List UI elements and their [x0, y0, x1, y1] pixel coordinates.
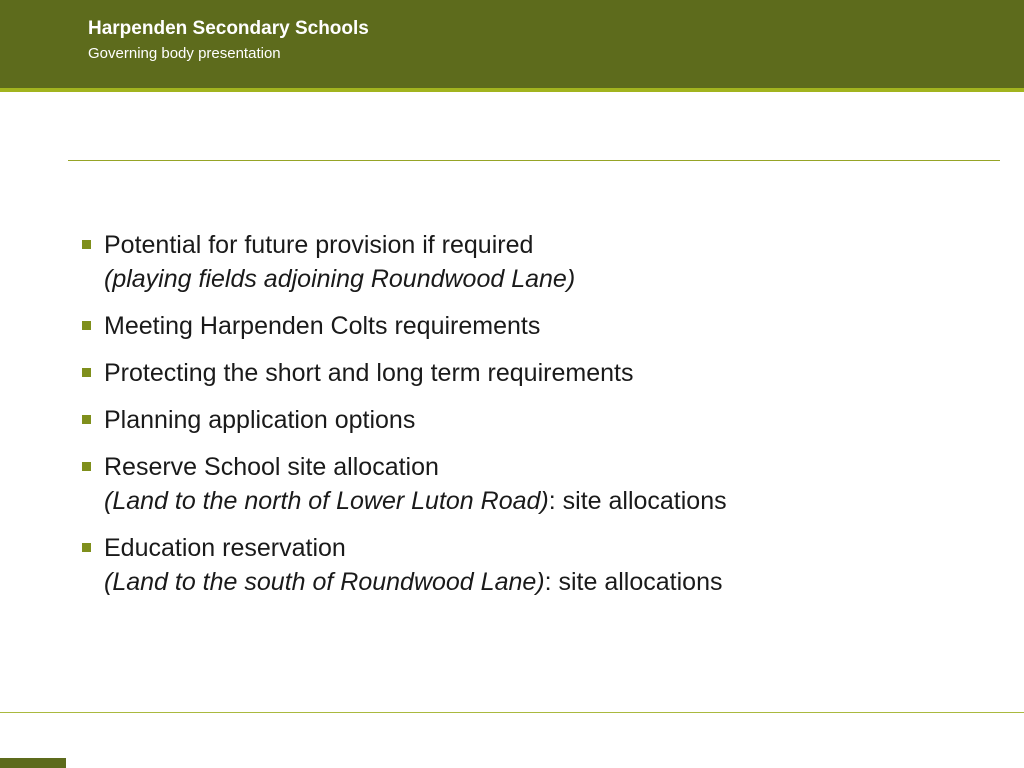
header-bar: [0, 0, 1024, 88]
presentation-title: Harpenden Secondary Schools: [88, 18, 369, 39]
bullet-suffix-text: : site allocations: [544, 568, 723, 596]
bullet-italic-text: (Land to the north of Lower Luton Road): [104, 487, 549, 515]
bullet-secondary-text: [104, 262, 575, 296]
bullet-text: [104, 403, 415, 437]
footer-accent-block: [0, 758, 66, 768]
bullet-main-text: Protecting the short and long term requirements: [104, 359, 634, 387]
bullet-main-text: Reserve School site allocation: [104, 453, 439, 481]
bullet-item: [82, 403, 984, 437]
bullet-text: [104, 356, 633, 390]
bullet-text: [104, 228, 575, 296]
bullet-square-icon: [82, 368, 91, 377]
bullet-square-icon: [82, 321, 91, 330]
bullet-text: [104, 531, 722, 599]
bullet-secondary-text: [104, 484, 727, 518]
presentation-subtitle: Governing body presentation: [88, 45, 281, 62]
bullet-main-text: Potential for future provision if required: [104, 231, 534, 259]
bullet-square-icon: [82, 543, 91, 552]
content-divider-line: [68, 160, 1000, 161]
bullet-item: [82, 309, 984, 343]
bullet-secondary-text: [104, 565, 722, 599]
bullet-italic-text: (playing fields adjoining Roundwood Lane): [104, 265, 576, 293]
header-accent-line: [0, 88, 1024, 92]
bullet-item: [82, 450, 984, 518]
bullet-main-text: Education reservation: [104, 534, 346, 562]
bullet-square-icon: [82, 415, 91, 424]
bullet-main-text: Meeting Harpenden Colts requirements: [104, 312, 541, 340]
bullet-text: [104, 309, 540, 343]
bullet-main-text: Planning application options: [104, 406, 416, 434]
bullet-item: [82, 228, 984, 296]
footer-divider-line: [0, 712, 1024, 713]
bullet-text: [104, 450, 727, 518]
bullet-item: [82, 531, 984, 599]
bullet-italic-text: (Land to the south of Roundwood Lane): [104, 568, 545, 596]
bullet-list: [82, 228, 984, 612]
bullet-suffix-text: : site allocations: [548, 487, 727, 515]
bullet-square-icon: [82, 462, 91, 471]
bullet-item: [82, 356, 984, 390]
bullet-square-icon: [82, 240, 91, 249]
